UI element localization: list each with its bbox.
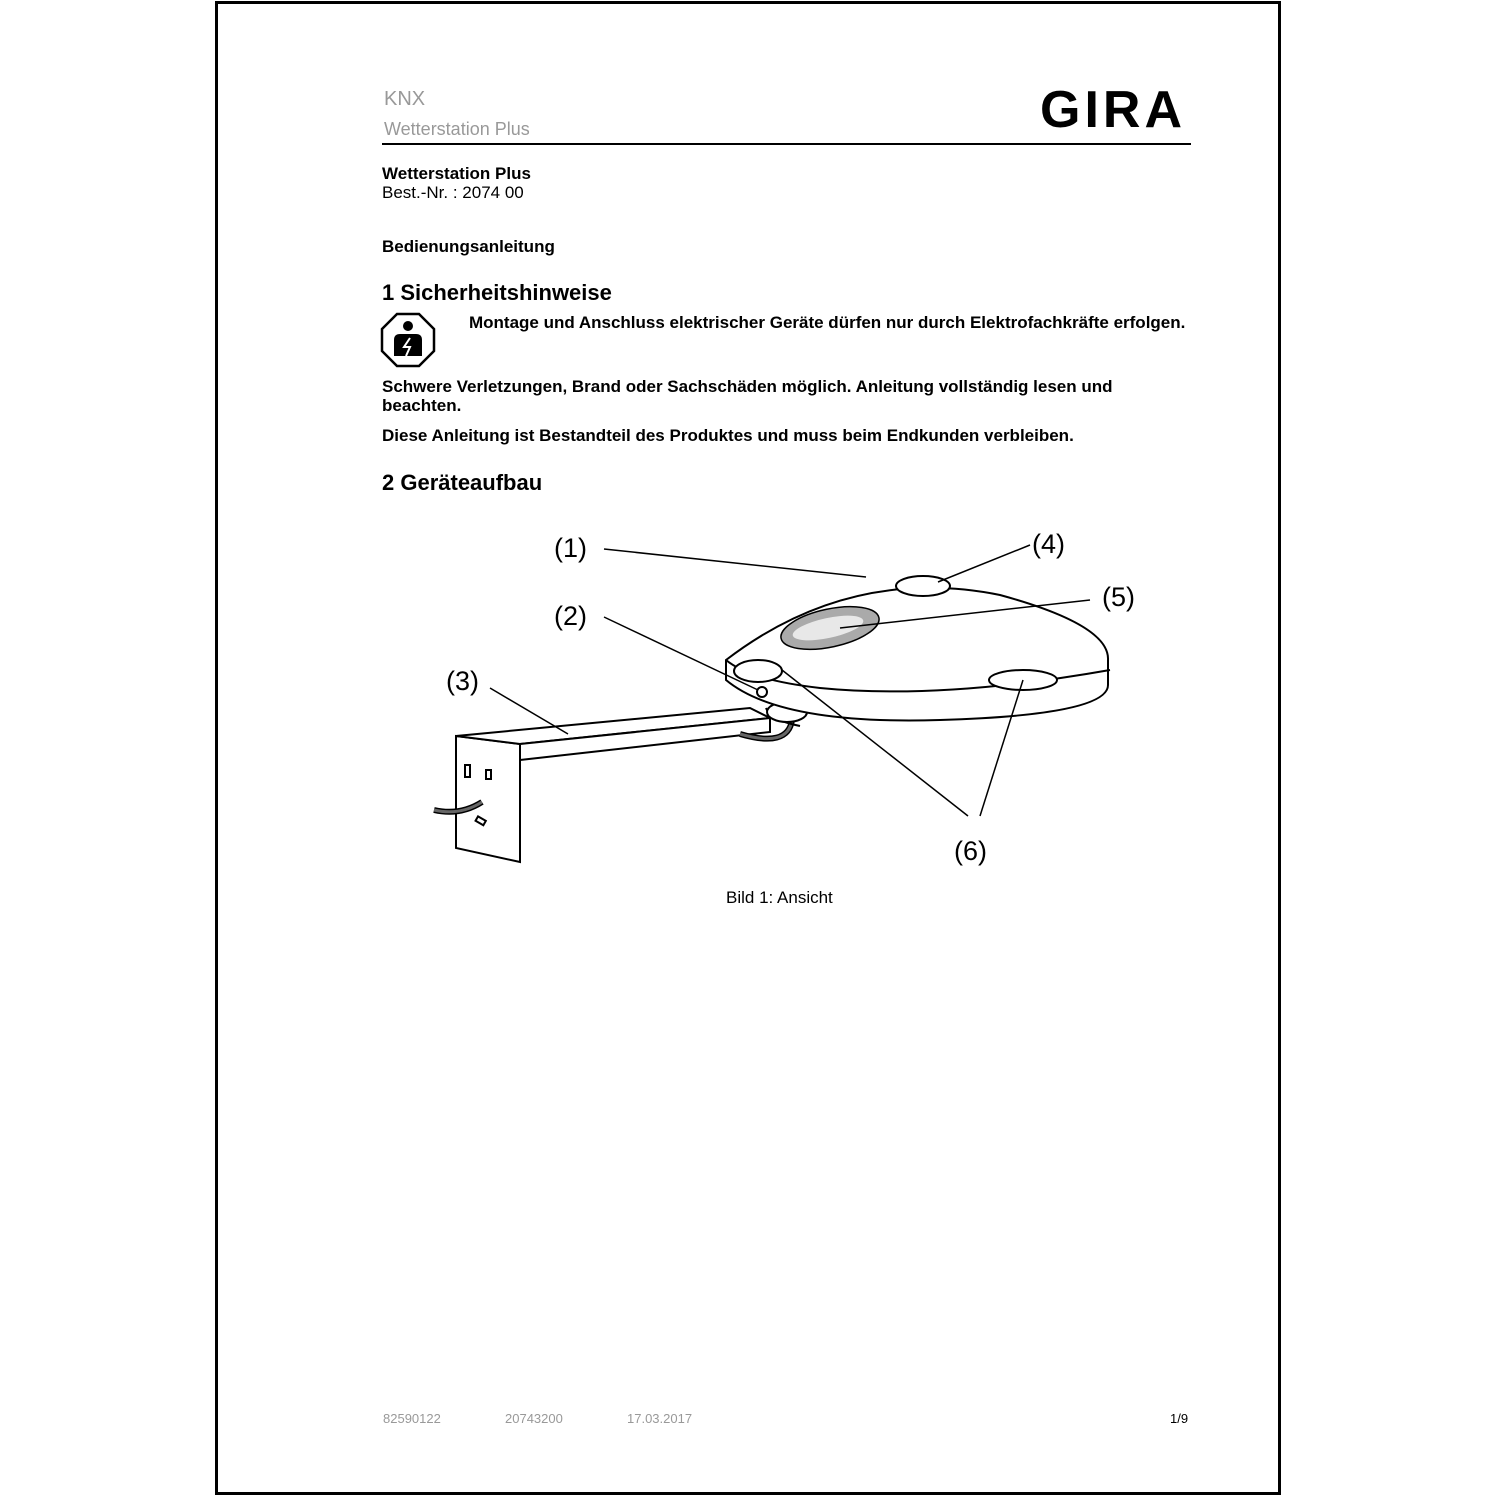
footer-code-1: 82590122 bbox=[383, 1411, 441, 1426]
figure-caption: Bild 1: Ansicht bbox=[726, 888, 833, 907]
document-title: Wetterstation Plus bbox=[382, 164, 531, 183]
callout-5: (5) bbox=[1102, 582, 1135, 612]
order-number: Best.-Nr. : 2074 00 bbox=[382, 183, 524, 202]
callout-3: (3) bbox=[446, 666, 479, 696]
safety-paragraph-1: Schwere Verletzungen, Brand oder Sachschäden möglich. Anleitung vollständig lesen und beachten. bbox=[382, 377, 1113, 415]
page-number: 1/9 bbox=[1170, 1411, 1189, 1426]
warning-text: Montage und Anschluss elektrischer Geräte dürfen nur durch Elektrofachkräfte erfolgen. bbox=[469, 313, 1186, 332]
callout-2: (2) bbox=[554, 601, 587, 631]
manual-label: Bedienungsanleitung bbox=[382, 237, 555, 256]
product-line: KNX bbox=[384, 88, 426, 110]
footer-date: 17.03.2017 bbox=[627, 1411, 693, 1426]
device-figure bbox=[420, 520, 1140, 880]
safety-paragraph-2: Diese Anleitung ist Bestandteil des Produktes und muss beim Endkunden verbleiben. bbox=[382, 426, 1074, 445]
callout-1: (1) bbox=[554, 533, 587, 563]
section-heading-safety: 1 Sicherheitshinweise bbox=[382, 280, 612, 305]
section-heading-device: 2 Geräteaufbau bbox=[382, 470, 543, 495]
gira-logo: GIRA bbox=[1040, 81, 1186, 139]
electrician-warning-icon bbox=[380, 312, 436, 368]
callout-4: (4) bbox=[1032, 529, 1065, 559]
header-rule bbox=[382, 143, 1191, 145]
mounting-bracket bbox=[456, 708, 770, 862]
footer-code-2: 20743200 bbox=[505, 1411, 563, 1426]
product-name: Wetterstation Plus bbox=[384, 119, 530, 139]
weather-station-body bbox=[726, 576, 1110, 726]
callout-6: (6) bbox=[954, 836, 987, 866]
